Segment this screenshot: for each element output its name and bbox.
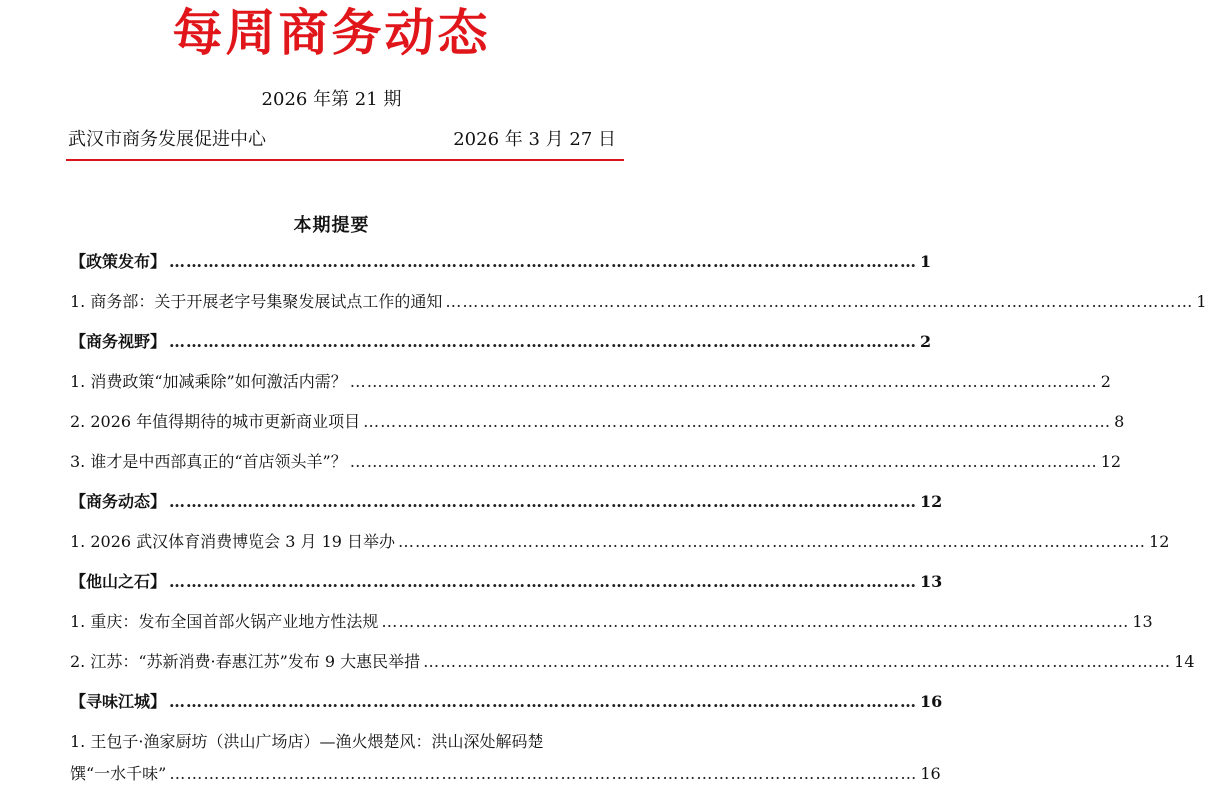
toc-entry-label: 1. 2026 武汉体育消费博览会 3 月 19 日举办 [70,532,396,551]
toc-entry[interactable] [70,650,1195,674]
toc-page-number: 14 [1174,652,1195,671]
dot-leader: …………………………………………………………………………………………………………………… [349,372,1098,391]
toc-entry-label: 1. 消费政策“加减乘除”如何激活内需？ [70,372,347,391]
toc-entry-label: 【他山之石】 [70,572,167,591]
toc-entry-multiline[interactable] [70,730,941,786]
toc-entry[interactable] [70,370,1111,394]
toc-entry-label: 【商务动态】 [70,492,167,511]
toc-entry-label-line1: 1. 王包子·渔家厨坊（洪山广场店）—渔火煨楚风：洪山深处解码楚 [70,732,544,751]
toc-page-number: 13 [1132,612,1153,631]
toc-section[interactable] [70,250,932,274]
table-of-contents [70,250,1207,802]
toc-section[interactable] [70,330,932,354]
dot-leader: …………………………………………………………………………………………………………………… [169,692,918,711]
toc-page-number: 1 [920,252,932,271]
toc-section[interactable] [70,490,943,514]
toc-page-number: 2 [920,332,932,351]
toc-entry-label: 2. 2026 年值得期待的城市更新商业项目 [70,412,361,431]
toc-entry-label: 【商务视野】 [70,332,167,351]
toc-entry[interactable] [70,290,1207,314]
publisher-name: 武汉市商务发展促进中心 [68,129,266,150]
dot-leader: …………………………………………………………………………………………………………………… [381,612,1130,631]
toc-page-number: 12 [1100,452,1122,471]
toc-page-number: 8 [1114,412,1125,431]
toc-entry[interactable] [70,410,1125,434]
toc-page-number: 12 [1149,532,1170,551]
toc-page-number: 16 [920,764,941,783]
issue-number: 2026 年第 21 期 [261,89,402,110]
toc-entry-label-line2: 馔“一水千味” [70,764,167,783]
dot-leader: …………………………………………………………………………………………………………………… [169,332,918,351]
dot-leader: …………………………………………………………………………………………………………………… [445,292,1194,311]
dot-leader: …………………………………………………………………………………………………………………… [169,572,918,591]
toc-page-number: 12 [920,492,943,511]
dot-leader: …………………………………………………………………………………………………………………… [169,764,918,783]
toc-entry-label: 2. 江苏：“苏新消费·春惠江苏”发布 9 大惠民举措 [70,652,421,671]
toc-entry[interactable] [70,610,1153,634]
toc-section[interactable] [70,690,943,714]
header-divider [66,159,624,161]
toc-title: 本期提要 [293,215,370,236]
toc-entry-continuation [70,762,941,786]
masthead-title: 每周商务动态 [172,3,491,62]
toc-entry-label: 【政策发布】 [70,252,167,271]
toc-section[interactable] [70,570,943,594]
dot-leader: …………………………………………………………………………………………………………………… [363,412,1112,431]
toc-entry-label: 1. 商务部：关于开展老字号集聚发展试点工作的通知 [70,292,443,311]
publish-date: 2026 年 3 月 27 日 [453,129,616,150]
toc-page-number: 1 [1196,292,1207,311]
toc-page-number: 13 [920,572,943,591]
toc-entry-label: 1. 重庆：发布全国首部火锅产业地方性法规 [70,612,379,631]
toc-page-number: 2 [1100,372,1111,391]
dot-leader: …………………………………………………………………………………………………………………… [349,452,1098,471]
dot-leader: …………………………………………………………………………………………………………………… [423,652,1172,671]
dot-leader: …………………………………………………………………………………………………………………… [169,492,918,511]
toc-entry[interactable] [70,530,1170,554]
toc-entry-label: 3. 谁才是中西部真正的“首店领头羊”？ [70,452,347,471]
dot-leader: …………………………………………………………………………………………………………………… [169,252,918,271]
toc-entry-label: 【寻味江城】 [70,692,167,711]
toc-entry[interactable] [70,450,1122,474]
dot-leader: …………………………………………………………………………………………………………………… [398,532,1147,551]
toc-page-number: 16 [920,692,943,711]
